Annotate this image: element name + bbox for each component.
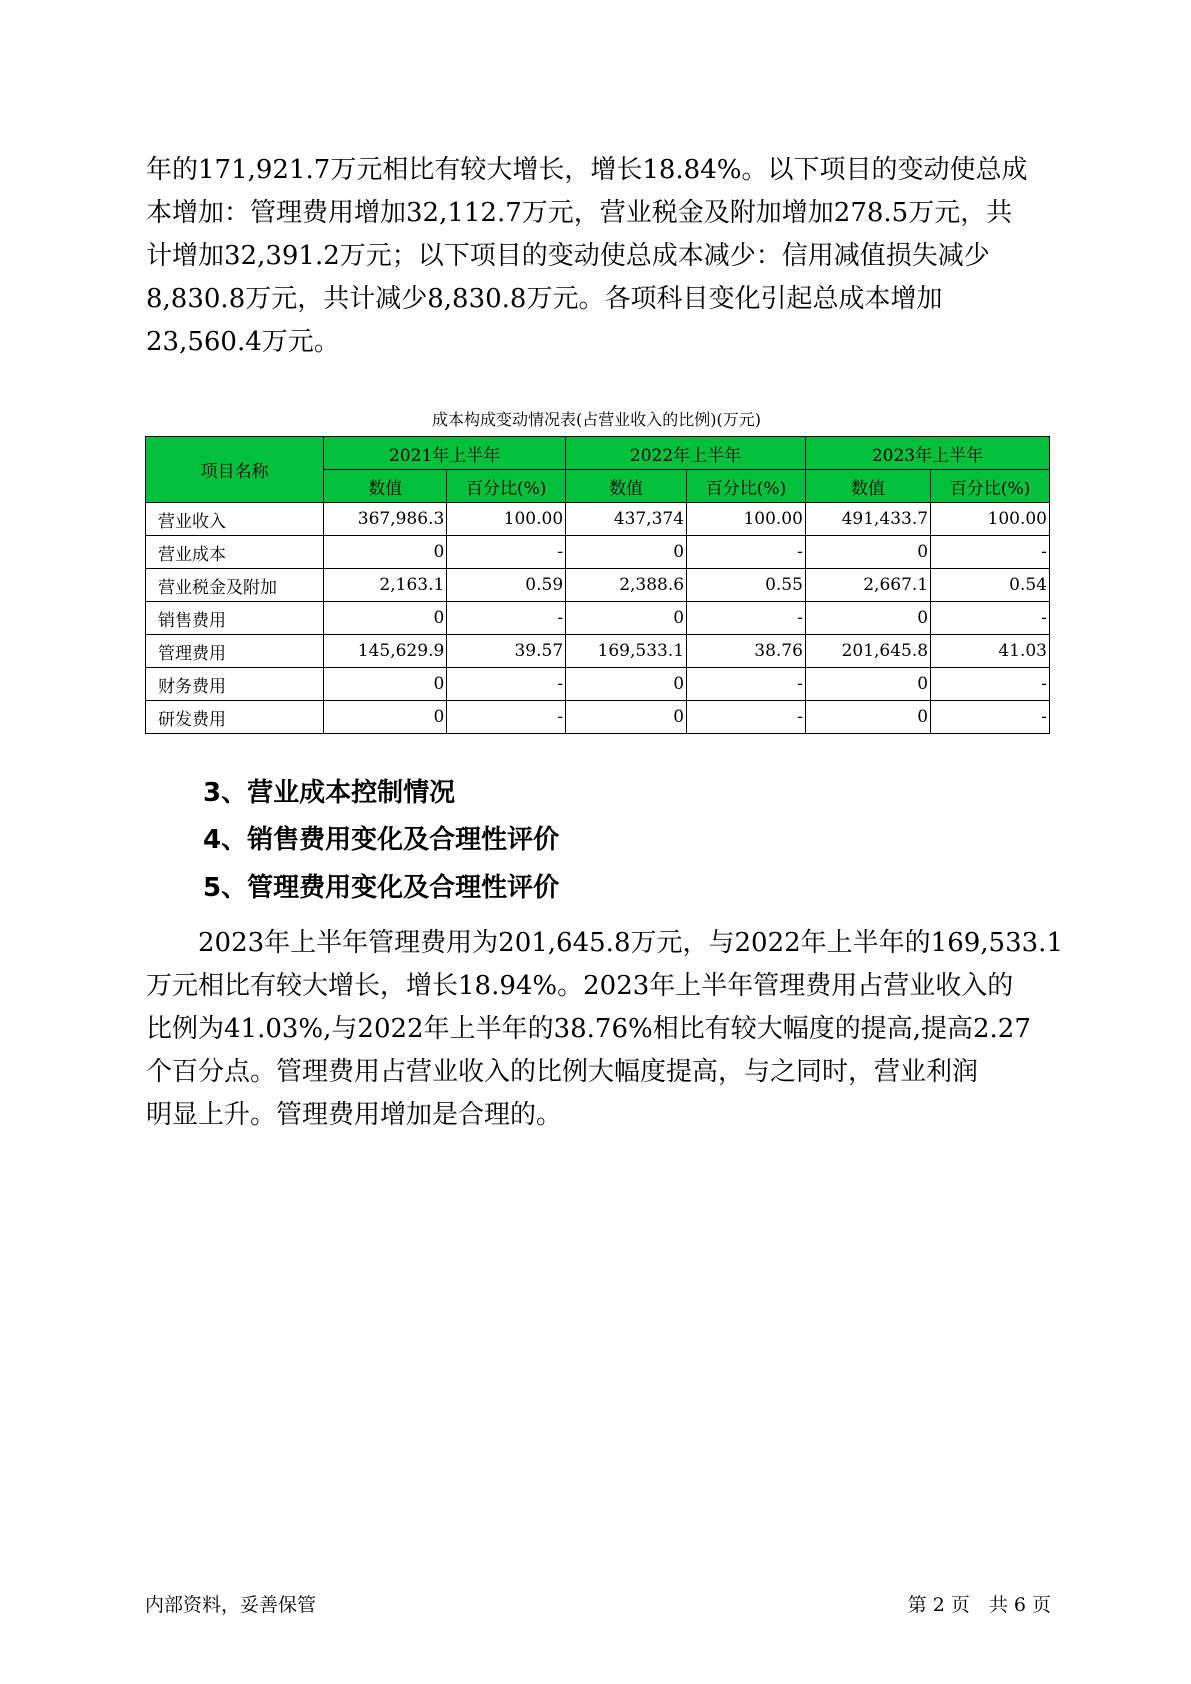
percent-cell: - (447, 602, 566, 635)
table-row (146, 569, 1050, 602)
section-heading-5: 5、管理费用变化及合理性评价 (203, 873, 560, 903)
percent-header: 百分比(%) (931, 470, 1050, 503)
footer-confidential-note: 内部资料，妥善保管 (145, 1594, 317, 1616)
percent-cell: - (687, 701, 806, 734)
footer-page-number: 第 2 页 共 6 页 (907, 1594, 1051, 1616)
percent-cell: - (687, 602, 806, 635)
value-cell: 169,533.1 (566, 635, 687, 668)
percent-cell: 41.03 (931, 635, 1050, 668)
table-row (146, 635, 1050, 668)
percent-cell: 0.54 (931, 569, 1050, 602)
row-item-name: 营业收入 (146, 503, 324, 536)
paragraph-line: 年的171,921.7万元相比有较大增长，增长18.84%。以下项目的变动使总成 (146, 155, 1028, 185)
value-cell: 2,388.6 (566, 569, 687, 602)
percent-cell: - (931, 602, 1050, 635)
percent-cell: 100.00 (931, 503, 1050, 536)
value-cell: 145,629.9 (324, 635, 447, 668)
year-header: 2022年上半年 (566, 437, 806, 470)
admin-expense-paragraph (146, 922, 1063, 1137)
paragraph-line: 本增加：管理费用增加32,112.7万元，营业税金及附加增加278.5万元，共 (146, 198, 1013, 228)
value-cell: 0 (324, 668, 447, 701)
value-cell: 367,986.3 (324, 503, 447, 536)
cost-structure-table (145, 436, 1050, 734)
percent-cell: 100.00 (687, 503, 806, 536)
year-header: 2023年上半年 (805, 437, 1049, 470)
section-heading-3: 3、营业成本控制情况 (203, 778, 456, 808)
value-cell: 0 (566, 602, 687, 635)
value-cell: 0 (566, 701, 687, 734)
value-cell: 0 (324, 536, 447, 569)
percent-cell: - (931, 536, 1050, 569)
value-cell: 0 (324, 602, 447, 635)
value-header: 数值 (566, 470, 687, 503)
year-header: 2021年上半年 (324, 437, 566, 470)
value-cell: 491,433.7 (805, 503, 930, 536)
value-cell: 201,645.8 (805, 635, 930, 668)
table-row (146, 536, 1050, 569)
paragraph-line: 比例为41.03%,与2022年上半年的38.76%相比有较大幅度的提高,提高2.27 (146, 1014, 1031, 1044)
paragraph-line: 万元相比有较大增长，增长18.94%。2023年上半年管理费用占营业收入的 (146, 971, 1014, 1001)
paragraph-line: 明显上升。管理费用增加是合理的。 (146, 1100, 563, 1130)
row-item-name: 财务费用 (146, 668, 324, 701)
percent-cell: 100.00 (447, 503, 566, 536)
table-body (146, 503, 1050, 734)
table-row (146, 503, 1050, 536)
paragraph-line: 23,560.4万元。 (146, 327, 340, 357)
percent-cell: - (447, 701, 566, 734)
table-row (146, 602, 1050, 635)
percent-cell: - (687, 668, 806, 701)
value-cell: 0 (805, 668, 930, 701)
paragraph-line: 计增加32,391.2万元；以下项目的变动使总成本减少：信用减值损失减少 (146, 241, 990, 271)
value-cell: 437,374 (566, 503, 687, 536)
row-item-name: 营业成本 (146, 536, 324, 569)
table-caption: 成本构成变动情况表(占营业收入的比例)(万元) (432, 410, 761, 429)
percent-cell: 38.76 (687, 635, 806, 668)
paragraph-line: 个百分点。管理费用占营业收入的比例大幅度提高，与之同时，营业利润 (146, 1057, 979, 1087)
percent-cell: - (687, 536, 806, 569)
value-cell: 2,667.1 (805, 569, 930, 602)
percent-header: 百分比(%) (687, 470, 806, 503)
percent-cell: - (447, 536, 566, 569)
value-cell: 0 (566, 668, 687, 701)
percent-cell: 0.55 (687, 569, 806, 602)
paragraph-line: 2023年上半年管理费用为201,645.8万元，与2022年上半年的169,533.1 (146, 928, 1063, 958)
paragraph-line: 8,830.8万元，共计减少8,830.8万元。各项科目变化引起总成本增加 (146, 284, 943, 314)
value-header: 数值 (805, 470, 930, 503)
section-heading-4: 4、销售费用变化及合理性评价 (203, 825, 560, 855)
row-item-name: 营业税金及附加 (146, 569, 324, 602)
percent-cell: - (931, 668, 1050, 701)
intro-paragraph (146, 149, 1051, 364)
table-header-row (146, 437, 1050, 470)
percent-cell: 39.57 (447, 635, 566, 668)
value-cell: 2,163.1 (324, 569, 447, 602)
value-cell: 0 (566, 536, 687, 569)
value-cell: 0 (805, 602, 930, 635)
row-item-name: 研发费用 (146, 701, 324, 734)
row-item-name: 销售费用 (146, 602, 324, 635)
row-item-name: 管理费用 (146, 635, 324, 668)
percent-cell: - (931, 701, 1050, 734)
value-cell: 0 (805, 536, 930, 569)
item-name-header: 项目名称 (146, 437, 324, 503)
percent-header: 百分比(%) (447, 470, 566, 503)
percent-cell: - (447, 668, 566, 701)
value-cell: 0 (324, 701, 447, 734)
value-header: 数值 (324, 470, 447, 503)
table-row (146, 668, 1050, 701)
table-row (146, 701, 1050, 734)
percent-cell: 0.59 (447, 569, 566, 602)
value-cell: 0 (805, 701, 930, 734)
